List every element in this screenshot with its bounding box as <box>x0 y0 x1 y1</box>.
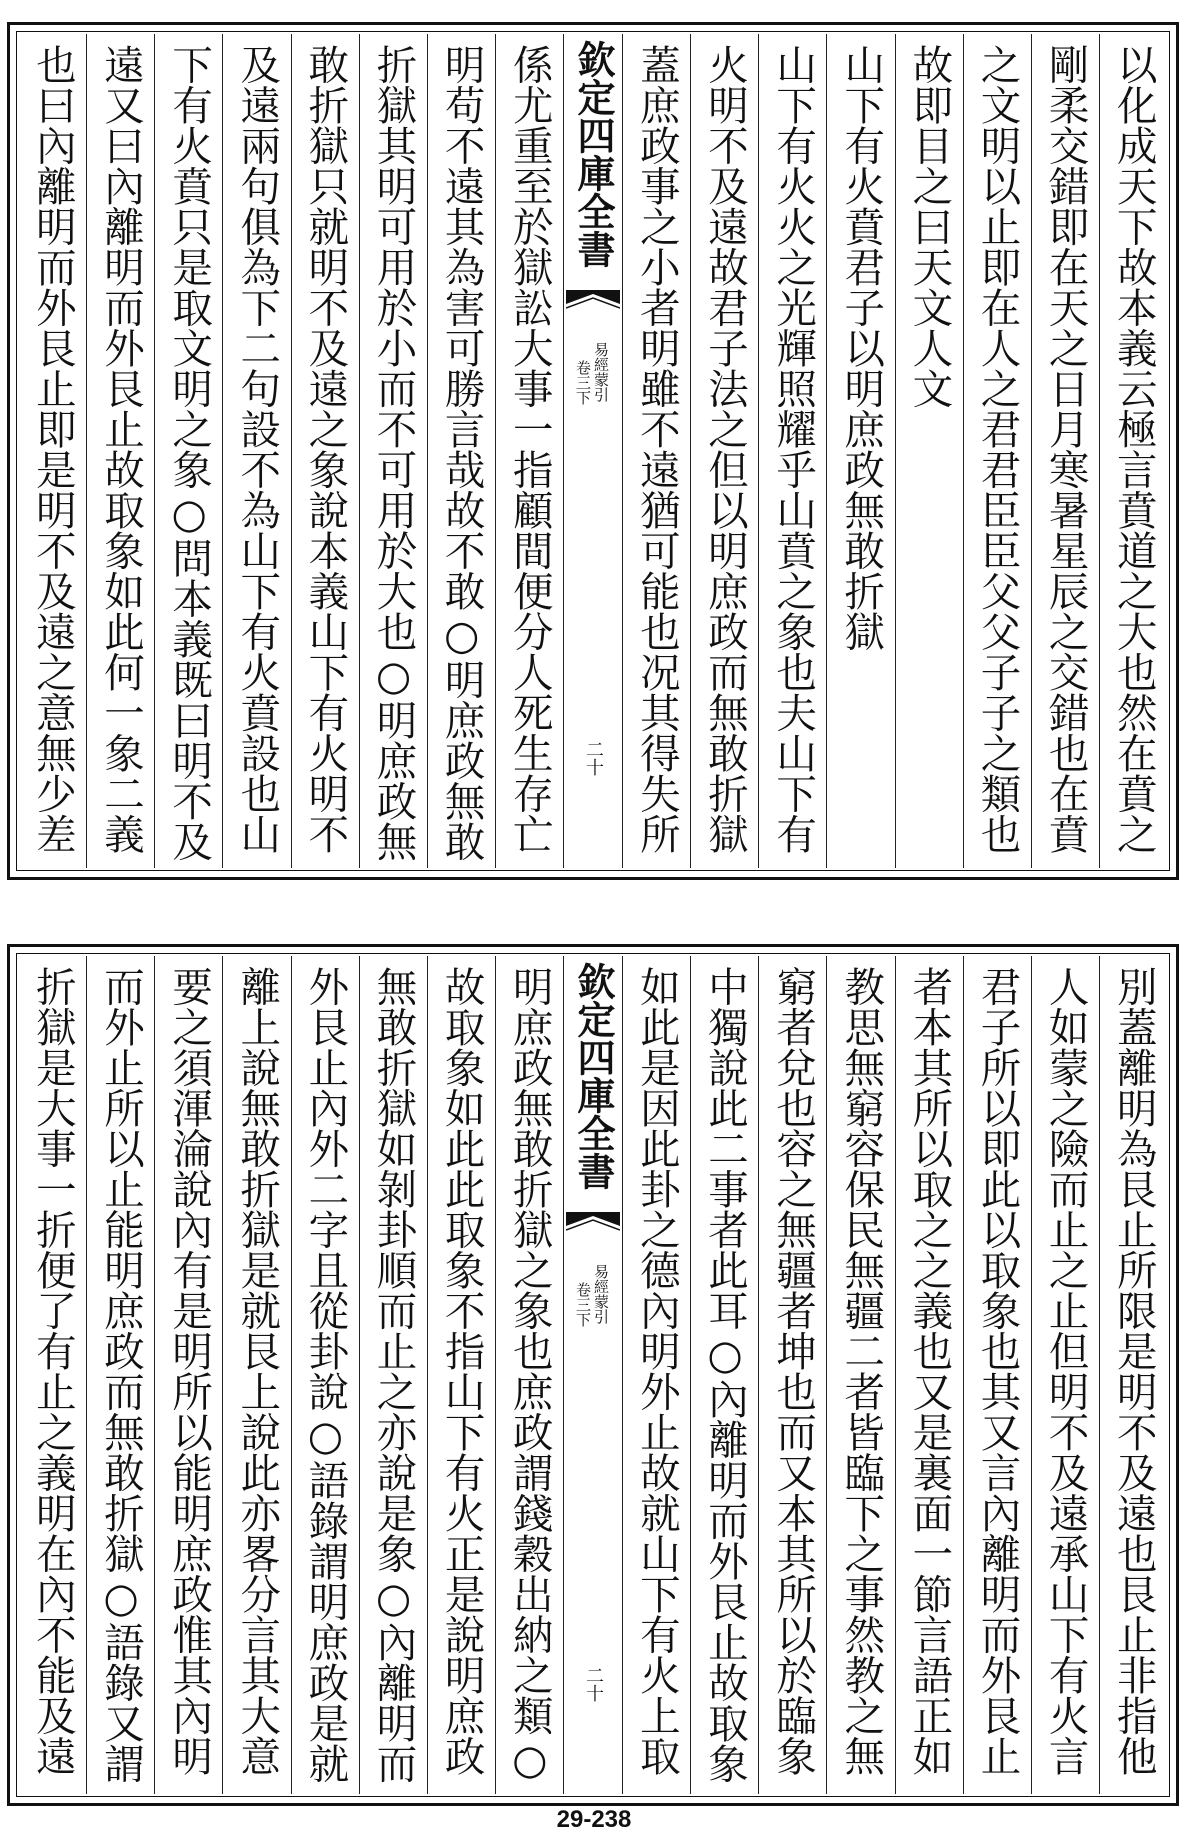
gutter-juan: 卷三下 <box>574 360 592 405</box>
text-column: 無敢折獄如剝卦順而止之亦說是象○內離明而 <box>359 956 427 1794</box>
page-footer-number: 29-238 <box>556 1806 632 1833</box>
text-column: 也曰內離明而外艮止即是明不及遠之意無少差 <box>28 44 77 854</box>
text-column: 明庶政無敢折獄之象也庶政謂錢穀出納之類○ <box>495 956 563 1794</box>
text-column: 要之須渾淪說內有是明所以能明庶政惟其內明 <box>154 956 222 1794</box>
gutter-page-number: 二十 <box>583 1666 604 1702</box>
text-column: 人如蒙之險而止之止但明不及遠承山下有火言 <box>1031 956 1099 1794</box>
text-column: 教思無窮容保民無疆二者皆臨下之事然教之無 <box>826 956 894 1794</box>
text-column: 之文明以止即在人之君君臣臣父父子子之類也 <box>963 34 1031 868</box>
text-column: 剛柔交錯即在天之日月寒暑星辰之交錯也在賁 <box>1031 34 1099 868</box>
center-gutter <box>563 34 622 868</box>
bottom-page-frame <box>7 944 1179 1806</box>
top-page-columns <box>19 34 1167 868</box>
text-column: 下有火賁只是取文明之象○問本義既曰明不及 <box>154 34 222 868</box>
text-column: 山下有火賁君子以明庶政無敢折獄 <box>826 34 894 868</box>
text-column: 窮者兌也容之無疆者坤也而又本其所以於臨象 <box>758 956 826 1794</box>
text-column: 敢折獄只就明不及遠之象說本義山下有火明不 <box>291 34 359 868</box>
text-column: 君子所以即此以取象也其又言內離明而外艮止 <box>963 956 1031 1794</box>
text-column: 離上說無敢折獄是就艮上說此亦畧分言其大意 <box>222 956 290 1794</box>
gutter-book-title: 易經蒙引 <box>592 1264 610 1324</box>
text-column: 別蓋離明為艮止所限是明不及遠也艮止非指他 <box>1099 956 1167 1794</box>
center-gutter <box>563 956 622 1794</box>
text-column: 故取象如此此取象不指山下有火正是說明庶政 <box>427 956 495 1794</box>
bottom-page-columns <box>19 956 1167 1794</box>
text-column: 折獄是大事一折便了有止之義明在內不能及遠 <box>28 966 77 1776</box>
text-column: 而外止所以止能明庶政而無敢折獄○語錄又謂 <box>86 956 154 1794</box>
text-column: 山下有火火之光輝照耀乎山賁之象也夫山下有 <box>758 34 826 868</box>
text-column: 以化成天下故本義云極言賁道之大也然在賁之 <box>1099 34 1167 868</box>
text-column: 如此是因此卦之德內明外止故就山下有火上取 <box>622 956 690 1794</box>
gutter-title: 欽定四庫全書 <box>571 40 616 268</box>
text-column: 及遠兩句俱為下二句設不為山下有火賁設也山 <box>222 34 290 868</box>
gutter-page-number: 二十 <box>583 740 604 776</box>
text-column: 者本其所以取之之義也又是裏面一節言語正如 <box>895 956 963 1794</box>
text-column: 係尤重至於獄訟大事一指顧間便分人死生存亡 <box>495 34 563 868</box>
fishtail-mark-icon <box>566 1212 620 1242</box>
text-column: 折獄其明可用於小而不可用於大也○明庶政無 <box>359 34 427 868</box>
text-column: 中獨說此二事者此耳○內離明而外艮止故取象 <box>690 956 758 1794</box>
gutter-book-title: 易經蒙引 <box>592 342 610 402</box>
text-column: 故即目之曰天文人文 <box>895 34 963 868</box>
top-page-frame <box>7 22 1179 880</box>
text-column: 火明不及遠故君子法之但以明庶政而無敢折獄 <box>690 34 758 868</box>
gutter-title: 欽定四庫全書 <box>571 962 616 1190</box>
text-column: 蓋庶政事之小者明雖不遠猶可能也况其得失所 <box>622 34 690 868</box>
text-column: 外艮止內外二字且從卦說○語錄謂明庶政是就 <box>291 956 359 1794</box>
text-column: 遠又曰內離明而外艮止故取象如此何一象二義 <box>86 34 154 868</box>
gutter-juan: 卷三下 <box>574 1282 592 1327</box>
text-column: 明苟不遠其為害可勝言哉故不敢○明庶政無敢 <box>427 34 495 868</box>
fishtail-mark-icon <box>566 290 620 320</box>
